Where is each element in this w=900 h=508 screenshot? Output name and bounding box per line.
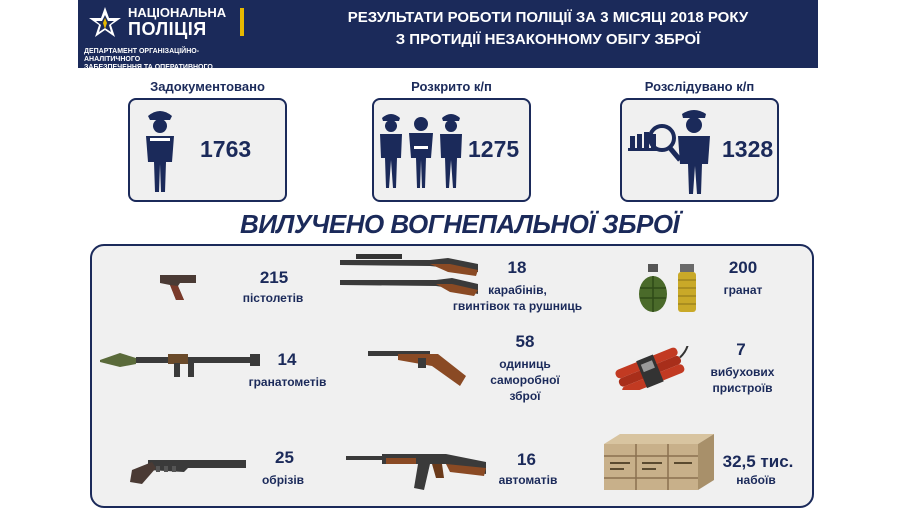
- ammo-box-icon: [600, 430, 718, 492]
- stat-box-solved: [372, 98, 531, 202]
- item-caption-line: пістолетів: [242, 291, 304, 305]
- item-value-ammo: 32,5 тис.: [722, 452, 794, 471]
- item-caption-explosives: [700, 364, 785, 396]
- item-caption-line: вибухових: [710, 365, 775, 379]
- item-caption-line: гранат: [723, 283, 763, 297]
- logo-text: [128, 5, 226, 37]
- page-title-line1: РЕЗУЛЬТАТИ РОБОТИ ПОЛІЦІЇ ЗА 3 МІСЯЦІ 2018 РОКУ: [347, 9, 749, 26]
- item-caption-line: зброї: [509, 389, 541, 403]
- item-caption-line: гвинтівок та рушниць: [452, 299, 583, 313]
- item-caption-line: набоїв: [736, 473, 776, 487]
- sawed-off-icon: [128, 452, 248, 486]
- page-title-line2: З ПРОТИДІЇ НЕЗАКОННОМУ ОБІГУ ЗБРОЇ: [395, 31, 701, 48]
- item-value-rifles: 18: [507, 258, 527, 277]
- item-value-homemade: 58: [515, 332, 535, 351]
- item-value-grenades: 200: [728, 258, 758, 277]
- item-value-assault-rifles: 16: [517, 450, 536, 469]
- investigator-icon: [628, 108, 718, 194]
- police-emblem-icon: [88, 6, 122, 46]
- item-caption-pistols: [228, 290, 318, 306]
- item-value-explosives: 7: [736, 340, 746, 359]
- explosive-icon: [610, 346, 698, 390]
- homemade-rifle-icon: [368, 346, 468, 388]
- item-caption-rifles: [435, 282, 600, 314]
- item-caption-homemade: [480, 356, 570, 404]
- logo-department: [84, 48, 254, 80]
- stat-box-investigated: [620, 98, 779, 202]
- item-caption-line: автоматів: [498, 473, 558, 487]
- item-caption-assault-rifles: [488, 472, 568, 488]
- item-caption-sawed-off: [248, 472, 318, 488]
- logo-line1: НАЦІОНАЛЬНА: [128, 5, 227, 20]
- stat-value-investigated: 1328: [722, 136, 774, 162]
- item-caption-line: гранатометів: [248, 375, 327, 389]
- logo-divider: [240, 8, 244, 36]
- grenade-launcher-icon: [100, 350, 262, 380]
- page-title: [288, 7, 808, 51]
- grenade-icon: [636, 262, 702, 314]
- stat-label-investigated: Розслідувано к/п: [644, 79, 755, 94]
- logo-line2: ПОЛІЦІЯ: [128, 19, 207, 39]
- stat-label-solved: Розкрито к/п: [411, 79, 492, 94]
- stat-label-documented: Задокументовано: [150, 79, 265, 94]
- stat-value-solved: 1275: [468, 136, 520, 162]
- item-value-pistols: 215: [259, 268, 289, 287]
- item-caption-grenades: [708, 282, 778, 298]
- item-caption-line: одиниць: [499, 357, 551, 371]
- item-caption-grenade-launchers: [240, 374, 335, 390]
- header-banner: [78, 0, 818, 79]
- police-arrest-icon: [378, 110, 464, 188]
- item-caption-ammo: [726, 472, 786, 488]
- item-caption-line: пристроїв: [712, 381, 773, 395]
- item-caption-line: обрізів: [261, 473, 305, 487]
- police-officer-icon: [140, 106, 180, 192]
- logo-dept-line1: ДЕПАРТАМЕНТ ОРГАНІЗАЦІЙНО-АНАЛІТИЧНОГО: [84, 48, 200, 63]
- item-caption-line: саморобної: [490, 373, 560, 387]
- section-title: ВИЛУЧЕНО ВОГНЕПАЛЬНОЇ ЗБРОЇ: [240, 209, 680, 239]
- logo-dept-line2: ЗАБЕЗПЕЧЕННЯ ТА ОПЕРАТИВНОГО РЕАГУВАННЯ: [84, 64, 213, 79]
- stat-box-documented: [128, 98, 287, 202]
- assault-rifle-icon: [346, 446, 488, 492]
- pistol-icon: [158, 272, 198, 302]
- stat-value-documented: 1763: [200, 136, 252, 162]
- item-value-grenade-launchers: 14: [277, 350, 297, 369]
- item-caption-line: карабінів,: [488, 283, 547, 297]
- item-value-sawed-off: 25: [275, 448, 294, 467]
